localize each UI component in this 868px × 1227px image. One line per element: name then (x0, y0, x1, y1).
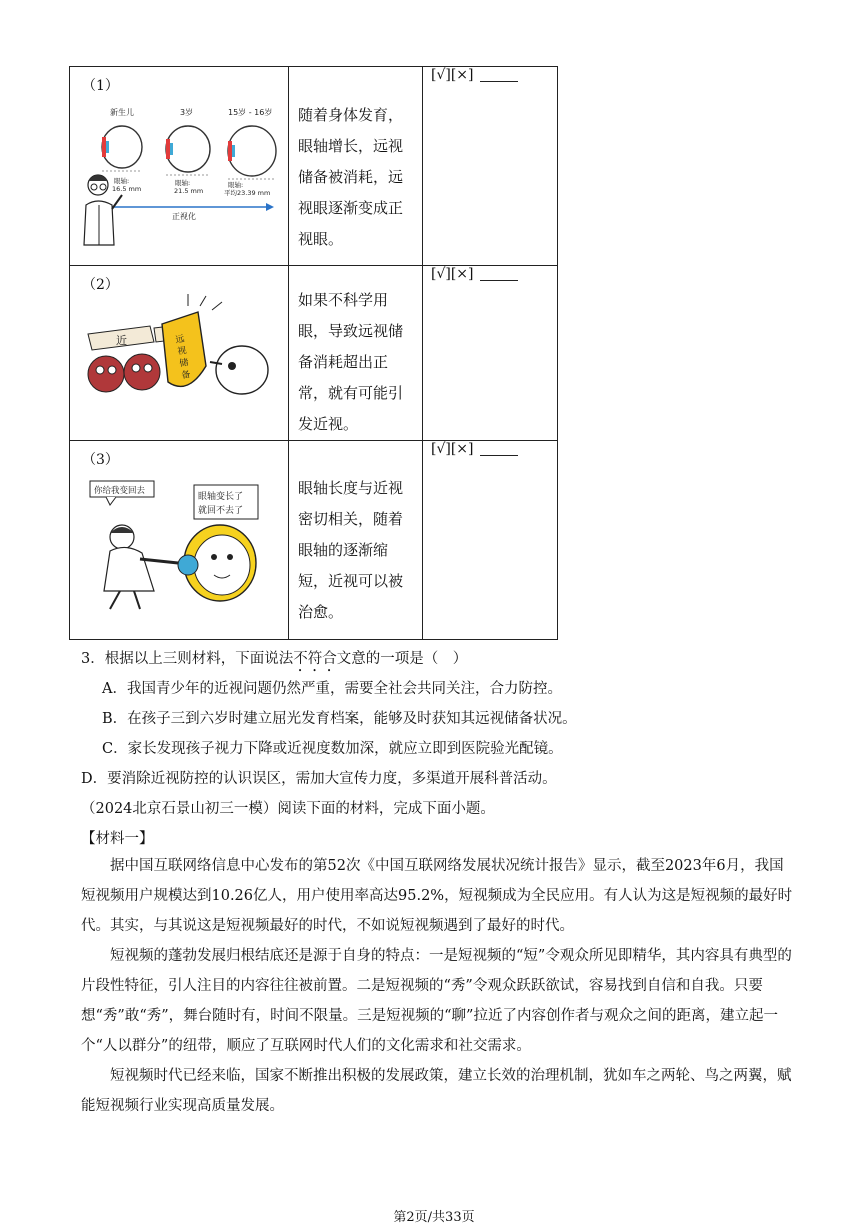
table-row (70, 441, 558, 640)
answer-blank[interactable] (480, 69, 518, 82)
judge-options[interactable]: [√][×] (431, 266, 474, 282)
paragraph-3: 短视频时代已经来临，国家不断推出积极的发展政策，建立长效的治理机制，犹如车之两轮、鸟之两翼，赋能短视频行业实现高质量发展。 (81, 1068, 792, 1114)
row-number: （1） (82, 78, 119, 94)
question-stem: 3．根据以上三则材料，下面说法不符合文意的一项是（ ） (81, 651, 468, 667)
judge-options[interactable]: [√][×] (431, 67, 474, 83)
judge-cell (423, 266, 558, 441)
table-row (70, 266, 558, 441)
judge-cell (423, 67, 558, 266)
paragraph-1: 据中国互联网络信息中心发布的第52次《中国互联网络发展状况统计报告》显示，截至2023年6月，我国短视频用户规模达到10.26亿人，用户使用率高达95.2%，短视频成为全民应用。有人认为这是短视频的最好时代。其实，与其说这是短视频最好的时代，不如说短视频遇到了最好的时代。 (81, 858, 793, 934)
axis-length-3: 平均23.39 mm (224, 189, 271, 197)
judge-cell (423, 441, 558, 640)
paragraph-2: 短视频的蓬勃发展归根结底还是源于自身的特点：一是短视频的“短”令观众所见即精华，其内容具有典型的片段性特征，引人注目的内容往往被前置。二是短视频的“秀”令观众跃跃欲试，容易找到自信和自我。只要想“秀”敢“秀”，舞台随时有，时间不限量。三是短视频的“聊”拉近了内容创作者与观众之间的距离，建立起一个“人以群分”的纽带，顺应了互联网时代人们的文化需求和社交需求。 (81, 948, 792, 1054)
label-teen: 15岁 - 16岁 (228, 108, 273, 117)
statement-text: 如果不科学用眼，导致远视储备消耗超出正常，就有可能引发近视。 (298, 291, 404, 433)
option-c[interactable]: C．家长发现孩子视力下降或近视度数加深，就应立即到医院验光配镜。 (102, 741, 563, 757)
emphasized-words: 不符合 (293, 651, 337, 667)
illustration-cell (70, 67, 289, 266)
svg-text:备: 备 (180, 369, 192, 382)
row-number: （2） (82, 277, 119, 293)
option-a[interactable]: A．我国青少年的近视问题仍然严重，需要全社会共同关注，合力防控。 (102, 681, 562, 697)
arrow-label: 正视化 (172, 212, 196, 221)
eyeball-doctor-illustration (70, 441, 289, 635)
svg-text:储: 储 (178, 357, 190, 370)
answer-blank[interactable] (480, 443, 518, 456)
judgment-table (69, 66, 558, 640)
option-d[interactable]: D．要消除近视防控的认识误区，需加大宣传力度，多渠道开展科普活动。 (81, 771, 557, 787)
material-title: 【材料一】 (81, 831, 154, 847)
row-number: （3） (82, 452, 119, 468)
answer-blank[interactable] (480, 268, 518, 281)
banner-char-1: 近 (116, 334, 127, 347)
svg-text:视: 视 (176, 345, 188, 358)
label-newborn: 新生儿 (110, 108, 134, 117)
axis-length-1: 16.5 mm (112, 185, 142, 193)
axis-length-2: 21.5 mm (174, 187, 204, 195)
speech-bubble-2a: 眼轴变长了 (198, 492, 244, 502)
illustration-cell (70, 441, 289, 640)
shield-label: 远 (174, 334, 186, 346)
speech-bubble-2b: 就回不去了 (198, 506, 244, 516)
axis-label-2: 眼轴: (175, 179, 191, 187)
statement-cell (289, 266, 423, 441)
table-row (70, 67, 558, 266)
reading-intro: （2024北京石景山初三一模）阅读下面的材料，完成下面小题。 (81, 801, 495, 817)
statement-cell (289, 67, 423, 266)
axis-label-3: 眼轴: (228, 181, 244, 189)
eye-growth-illustration (70, 67, 289, 261)
statement-text: 眼轴长度与近视密切相关，随着眼轴的逐渐缩短，近视可以被治愈。 (298, 479, 404, 621)
label-3yr: 3岁 (180, 108, 194, 117)
illustration-cell (70, 266, 289, 441)
speech-bubble-1: 你给我变回去 (94, 486, 146, 496)
statement-cell (289, 441, 423, 640)
axis-label-1: 眼轴: (114, 177, 130, 185)
option-b[interactable]: B．在孩子三到六岁时建立屈光发育档案，能够及时获知其远视储备状况。 (102, 711, 577, 727)
statement-text: 随着身体发育，眼轴增长，远视储备被消耗，远视眼逐渐变成正视眼。 (298, 106, 404, 248)
judge-options[interactable]: [√][×] (431, 441, 474, 457)
page-footer: 第2页/共33页 (393, 1210, 475, 1225)
